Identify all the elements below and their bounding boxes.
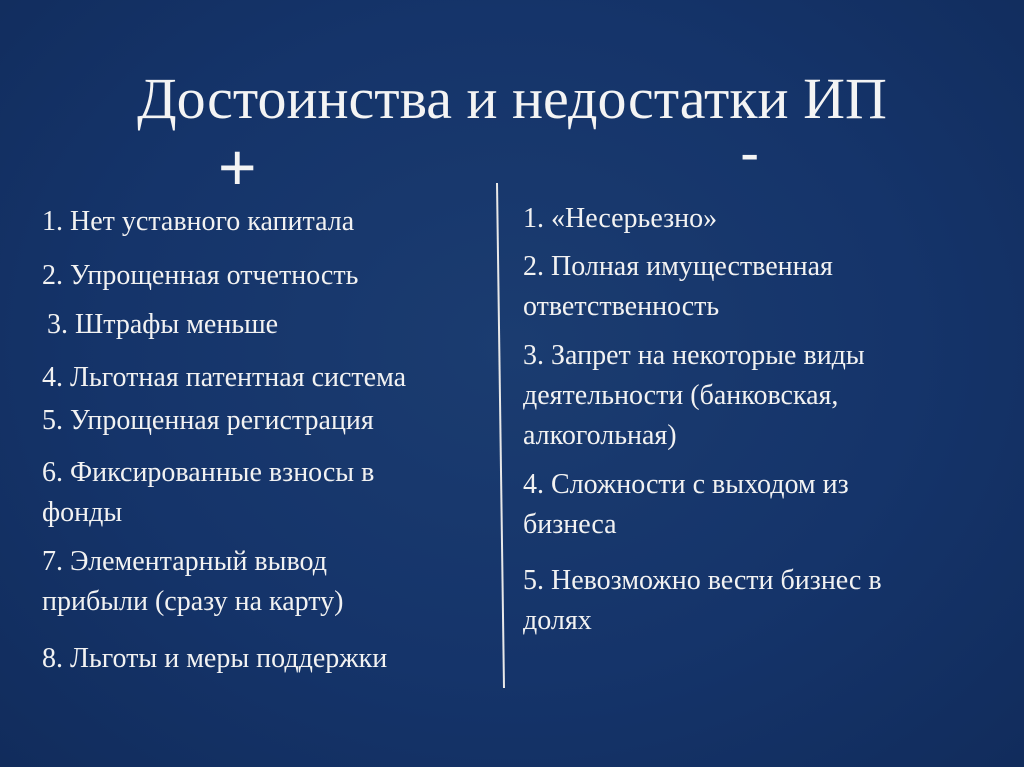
pros-item-3: 3. Штрафы меньше <box>47 309 279 340</box>
cons-item-4: 4. Сложности с выходом из бизнеса <box>523 469 849 540</box>
slide-title: Достоинства и недостатки ИП <box>137 66 887 131</box>
cons-item-2: 2. Полная имущественная ответственность <box>523 251 833 322</box>
pros-item-7: 7. Элементарный вывод прибыли (сразу на карту) <box>42 546 344 617</box>
minus-sign: - <box>740 121 760 186</box>
cons-item-1: 1. «Несерьезно» <box>523 203 718 234</box>
pros-item-4: 4. Льготная патентная система <box>42 362 407 393</box>
pros-item-5: 5. Упрощенная регистрация <box>42 405 374 436</box>
cons-item-5: 5. Невозможно вести бизнес в долях <box>523 565 882 636</box>
pros-item-6: 6. Фиксированные взносы в фонды <box>42 457 375 528</box>
plus-sign: + <box>218 130 257 204</box>
pros-item-8: 8. Льготы и меры поддержки <box>42 643 388 674</box>
cons-item-3: 3. Запрет на некоторые виды деятельности (банковская, алкогольная) <box>523 340 865 451</box>
pros-item-1: 1. Нет уставного капитала <box>42 206 355 237</box>
pros-item-2: 2. Упрощенная отчетность <box>42 260 359 291</box>
